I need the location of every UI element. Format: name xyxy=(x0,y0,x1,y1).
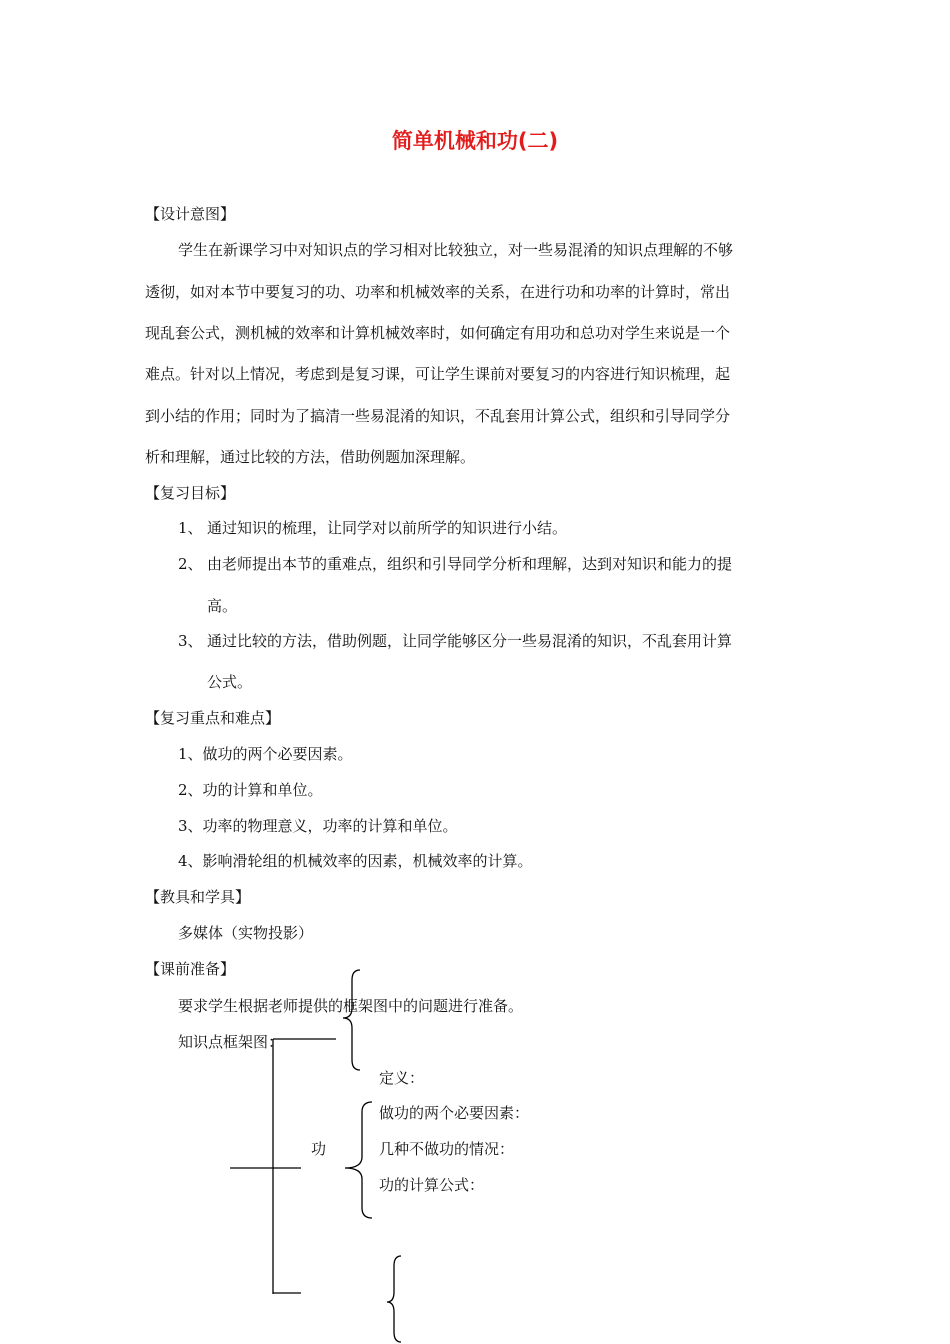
design-paragraph-line: 析和理解，通过比较的方法，借助例题加深理解。 xyxy=(145,448,476,466)
diagram-branch-label: 功 xyxy=(311,1140,327,1158)
key-point-item: 3、功率的物理意义，功率的计算和单位。 xyxy=(178,817,458,835)
goal-text: 通过知识的梳理，让同学对以前所学的知识进行小结。 xyxy=(207,519,568,537)
diagram-item: 几种不做功的情况： xyxy=(379,1140,515,1158)
diagram-item: 定义： xyxy=(379,1069,425,1087)
goal-text: 由老师提出本节的重难点，组织和引导同学分析和理解，达到对知识和能力的提 xyxy=(207,555,733,573)
design-paragraph-line: 现乱套公式，测机械的效率和计算机械效率时，如何确定有用功和总功对学生来说是一个 xyxy=(145,324,731,342)
goal-number: 2、 xyxy=(178,555,203,573)
goal-text: 通过比较的方法，借助例题，让同学能够区分一些易混淆的知识，不乱套用计算 xyxy=(207,632,733,650)
goal-number: 3、 xyxy=(178,632,203,650)
key-point-item: 4、影响滑轮组的机械效率的因素，机械效率的计算。 xyxy=(178,852,533,870)
section-heading-key-points: 【复习重点和难点】 xyxy=(145,709,281,727)
design-paragraph-line: 到小结的作用；同时为了搞清一些易混淆的知识，不乱套用计算公式，组织和引导同学分 xyxy=(145,407,731,425)
key-point-item: 2、功的计算和单位。 xyxy=(178,781,323,799)
page-title: 简单机械和功(二) xyxy=(391,129,559,153)
section-heading-design: 【设计意图】 xyxy=(145,205,236,223)
section-heading-goals: 【复习目标】 xyxy=(145,484,236,502)
key-point-item: 1、做功的两个必要因素。 xyxy=(178,745,353,763)
diagram-item: 做功的两个必要因素： xyxy=(379,1104,530,1122)
section-heading-tools: 【教具和学具】 xyxy=(145,888,251,906)
goal-text-continued: 公式。 xyxy=(207,673,253,691)
design-paragraph-line: 学生在新课学习中对知识点的学习相对比较独立，对一些易混淆的知识点理解的不够 xyxy=(178,241,734,259)
goal-text-continued: 高。 xyxy=(207,597,238,615)
prep-text: 要求学生根据老师提供的框架图中的问题进行准备。 xyxy=(178,997,524,1015)
section-heading-prep: 【课前准备】 xyxy=(145,960,236,978)
tools-text: 多媒体（实物投影） xyxy=(178,924,314,942)
design-paragraph-line: 透彻，如对本节中要复习的功、功率和机械效率的关系，在进行功和功率的计算时，常出 xyxy=(145,283,731,301)
framework-label: 知识点框架图： xyxy=(178,1033,284,1051)
design-paragraph-line: 难点。针对以上情况，考虑到是复习课，可让学生课前对要复习的内容进行知识梳理，起 xyxy=(145,365,731,383)
diagram-item: 功的计算公式： xyxy=(379,1176,485,1194)
goal-number: 1、 xyxy=(178,519,203,537)
